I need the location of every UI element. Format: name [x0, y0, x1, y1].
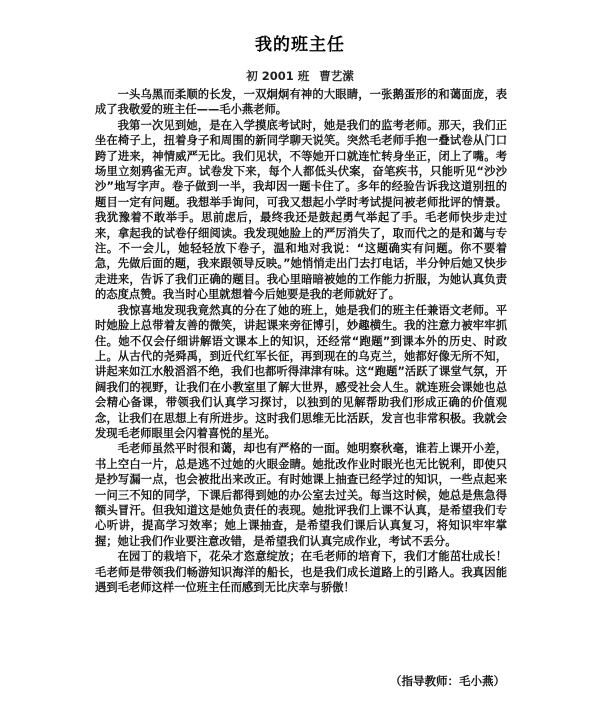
paragraph-1: 一头乌黑而柔顺的长发，一双炯炯有神的大眼睛，一张鹅蛋形的和蔼面庞，表成了我敬爱的班主任——毛小燕老师。: [95, 88, 507, 117]
essay-body: [95, 87, 507, 595]
supervisor-signature: （指导教师：毛小燕）: [390, 674, 505, 688]
paragraph-3: 我惊喜地发现我竟然真的分在了她的班上，她是我们的班主任兼语文老师。平时她脸上总带着友善的微笑，讲起课来旁征博引，妙趣横生。我的注意力被牢牢抓住。她不仅会仔细讲解语文课本上的知识，还经常“跑题”到课本外的历史、时政上。从古代的尧舜禹，到近代红军长征，再到现在的乌克兰，她都好像无所不知，讲起来如江水般滔滔不绝，我们也都听得津津有味。这“跑题”活跃了课堂气氛，开阔我们的视野，让我们在小教室里了解大世界，感受社会人生。就连班会课她也总会精心备课，带领我们认真学习探讨，以独到的见解帮助我们形成正确的价值观念，让我们在思想上有所进步。这时我们思维无比活跃，发言也非常积极。我就会发现毛老师眼里会闪着喜悦的星光。: [95, 303, 507, 440]
paragraph-5: 在园丁的栽培下，花朵才恣意绽放；在毛老师的培育下，我们才能茁壮成长！毛老师是带领我们畅游知识海洋的船长，也是我们成长道路上的引路人。我真因能遇到毛老师这样一位班主任而感到无比庆幸与骄傲！: [95, 550, 507, 594]
paragraph-4: 毛老师虽然平时很和蔼，却也有严格的一面。她明察秋毫，谁若上课开小差，书上空白一片，总是逃不过她的火眼金睛。她批改作业时眼光也无比锐利，即使只是抄写漏一点，也会被批出来改正。有时她课上抽查已经学过的知识，一些点起来一问三不知的同学，下课后都得到她的办公室去过关。每当这时候，她总是焦急得额头冒汗。但我知道这是她负责任的表现。她批评我们上课不认真，是希望我们专心听讲，提高学习效率；她上课抽查，是希望我们课后认真复习，将知识牢牢掌握；她让我们作业要注意改错，是希望我们认真完成作业，考试不丢分。: [95, 442, 507, 548]
byline: [0, 68, 600, 84]
essay-title: 我的班主任: [255, 35, 345, 55]
byline-class: 初 2001 班: [246, 69, 310, 83]
paragraph-2: 我第一次见到她，是在入学摸底考试时，她是我们的监考老师。那天，我们正坐在椅子上，扭着身子和周围的新同学聊天说笑。突然毛老师手抱一叠试卷从门口跨了进来，神情威严无比。我们见状，不等她开口就连忙转身坐正，闭上了嘴。考场里立刻鸦雀无声。试卷发下来，每个人都低头伏案，奋笔疾书，只能听见“沙沙沙”地写字声。卷子做到一半，我却因一题卡住了。多年的经验告诉我这道别扭的题目一定有问题。我想举手询问，可我又想起小学时考试提问被老师批评的情景。我犹豫着不敢举手。思前虑后，最终我还是鼓起勇气举起了手。毛老师快步走过来，拿起我的试卷仔细阅读。我发现她脸上的严厉消失了，取而代之的是和蔼与专注。不一会儿，她轻轻放下卷子，温和地对我说：“这题确实有问题。你不要着急，先做后面的题，我来跟领导反映。”她悄悄走出门去打电话，半分钟后她又快步走进来，告诉了我们正确的题目。我心里暗暗被她的工作能力折服，为她认真负责的态度点赞。我当时心里就想着今后她要是我的老师就好了。: [95, 118, 507, 302]
byline-author: 曹艺潆: [319, 69, 354, 83]
